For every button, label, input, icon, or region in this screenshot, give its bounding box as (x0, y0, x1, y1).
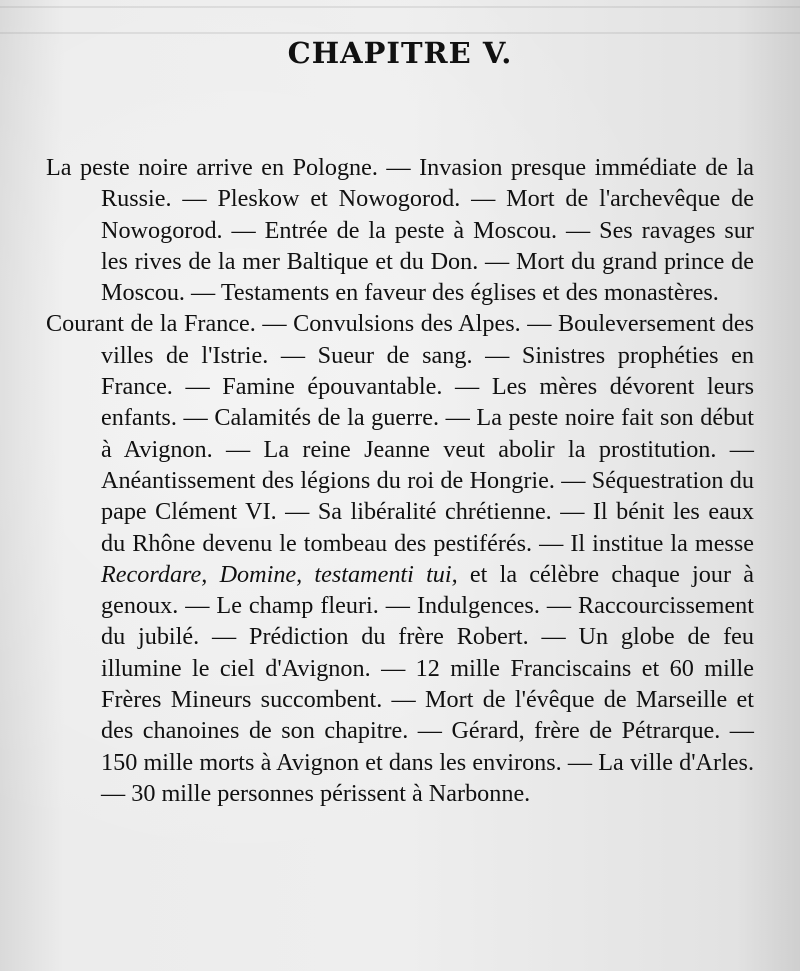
summary-paragraph-2 (46, 308, 754, 809)
chapter-title: CHAPITRE V. (287, 36, 513, 70)
summary-italic-latin: Recordare, Domine, testamenti tui, (101, 560, 458, 588)
chapter-summary (46, 152, 754, 809)
summary-paragraph-2-text-b: et la célèbre chaque jour à genoux. — Le champ fleuri. — Indulgences. — Raccourcissement du jubilé. — Prédiction du frère Robert. — Un globe de feu illumine le ciel d'Avignon. — 12 mille Franciscains et 60 mille Frères Mineurs succombent. — Mort de l'évêque de Marseille et des chanoines de son chapitre. — Gérard, frère de Pétrarque. — 150 mille morts à Avignon et dans les environs. — La ville d'Arles. — 30 mille personnes périssent à Narbonne. (101, 560, 754, 807)
summary-paragraph-2-text-a: Courant de la France. — Convulsions des Alpes. — Bouleversement des villes de l'Istrie. — Sueur de sang. — Sinistres prophéties en France. — Famine épouvantable. — Les mères dévorent leurs enfants. — Calamités de la guerre. — La peste noire fait son début à Avignon. — La reine Jeanne veut abolir la prostitution. — Anéantissement des légions du roi de Hongrie. — Séquestration du pape Clément VI. — Sa libéralité chrétienne. — Il bénit les eaux du Rhône devenu le tombeau des pestiférés. — Il institue la messe (46, 310, 754, 557)
summary-paragraph-1: La peste noire arrive en Pologne. — Invasion presque immédiate de la Russie. — Pleskow et Nowogorod. — Mort de l'archevêque de Nowogorod. — Entrée de la peste à Moscou. — Ses ravages sur les rives de la mer Baltique et du Don. — Mort du grand prince de Moscou. — Testaments en faveur des églises et des monastères. (46, 154, 754, 307)
bleed-through-text (0, 0, 800, 34)
